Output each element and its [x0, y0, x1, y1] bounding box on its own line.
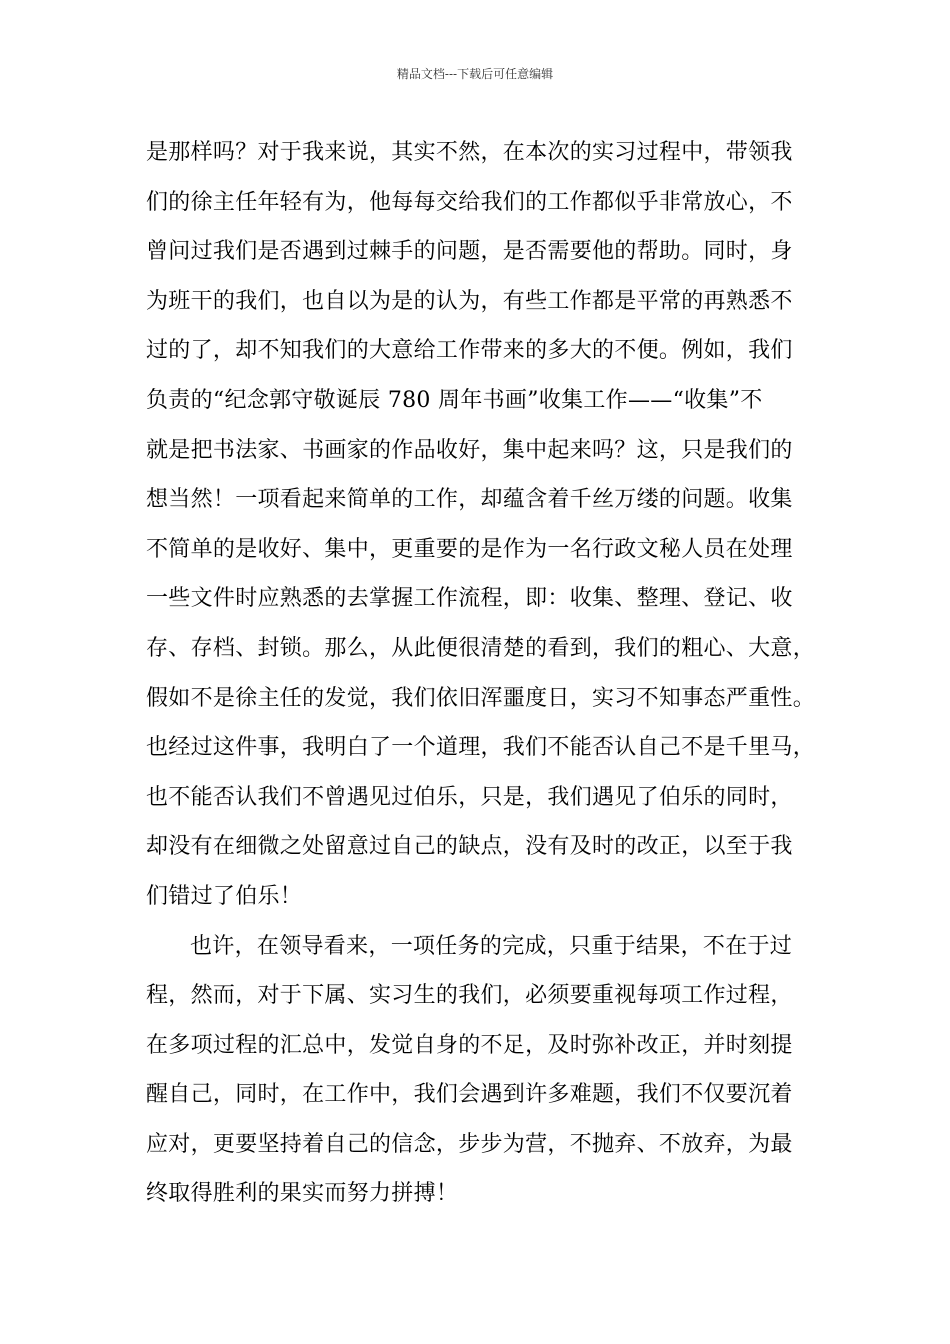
paragraph-line: 在多项过程的汇总中，发觉自身的不足，及时弥补改正，并时刻提 [146, 1032, 793, 1058]
paragraph-line: 们的徐主任年轻有为，他每每交给我们的工作都似乎非常放心，不 [146, 189, 793, 215]
paragraph-line: 们错过了伯乐！ [146, 883, 303, 909]
paragraph-line: 过的了，却不知我们的大意给工作带来的多大的不便。例如，我们 [146, 338, 793, 364]
paragraph-line: 程，然而，对于下属、实习生的我们，必须要重视每项工作过程， [146, 983, 793, 1009]
body-text [146, 128, 826, 1219]
paragraph-line: 不简单的是收好、集中，更重要的是作为一名行政文秘人员在处理 [146, 536, 793, 562]
paragraph-line: 应对，更要坚持着自己的信念，步步为营，不抛弃、不放弃，为最 [146, 1131, 793, 1157]
paragraph-2 [146, 922, 826, 1220]
paragraph-line: 为班干的我们，也自以为是的认为，有些工作都是平常的再熟悉不 [146, 288, 793, 314]
paragraph-line: 就是把书法家、书画家的作品收好，集中起来吗？这，只是我们的 [146, 437, 793, 463]
page-header: 精品文档---下载后可任意编辑 [396, 67, 554, 81]
paragraph-line: 假如不是徐主任的发觉，我们依旧浑噩度日，实习不知事态严重性。 [146, 685, 816, 711]
paragraph-line: 醒自己，同时，在工作中，我们会遇到许多难题，我们不仅要沉着 [146, 1082, 793, 1108]
paragraph-line: 一些文件时应熟悉的去掌握工作流程，即：收集、整理、登记、收 [146, 586, 793, 612]
paragraph-line: 存、存档、封锁。那么，从此便很清楚的看到，我们的粗心、大意， [146, 635, 816, 661]
paragraph-line: 也经过这件事，我明白了一个道理，我们不能否认自己不是千里马， [146, 735, 816, 761]
paragraph-line: 也不能否认我们不曾遇见过伯乐，只是，我们遇见了伯乐的同时， [146, 784, 793, 810]
paragraph-line: 是那样吗？对于我来说，其实不然，在本次的实习过程中，带领我 [146, 140, 793, 165]
paragraph-line: 曾问过我们是否遇到过棘手的问题，是否需要他的帮助。同时，身 [146, 239, 793, 265]
paragraph-line: 却没有在细微之处留意过自己的缺点，没有及时的改正，以至于我 [146, 834, 793, 860]
paragraph-line: 负责的“纪念郭守敬诞辰 780 周年书画”收集工作——“收集”不 [146, 387, 763, 413]
paragraph-line: 也许，在领导看来，一项任务的完成，只重于结果，不在于过 [190, 933, 793, 959]
paragraph-line: 终取得胜利的果实而努力拼搏！ [146, 1181, 459, 1207]
paragraph-1 [146, 128, 826, 922]
paragraph-line: 想当然！一项看起来简单的工作，却蕴含着千丝万缕的问题。收集 [146, 487, 793, 513]
